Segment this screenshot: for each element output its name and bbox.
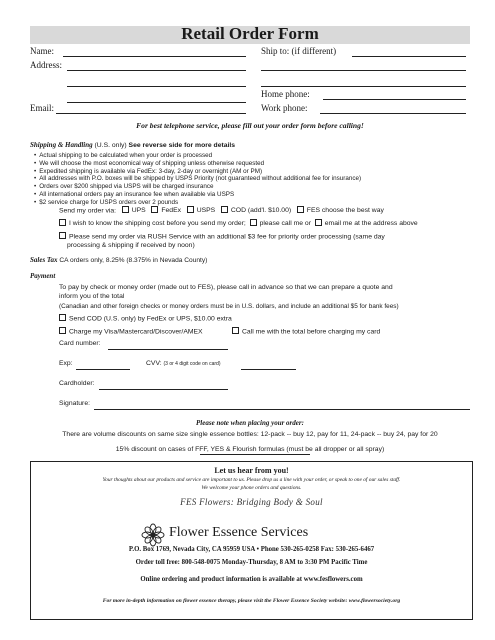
online-ordering[interactable]: Online ordering and product information is available at www.fesflowers.com [140, 576, 363, 583]
company-name: Flower Essence Services [169, 525, 309, 540]
fedex-checkbox[interactable]: FedEx [151, 207, 181, 214]
signature-field[interactable] [94, 409, 470, 410]
cvv-note: (3 or 4 digit code on card) [163, 361, 221, 367]
checkbox-icon [59, 219, 66, 226]
hear-line-2: We welcome your phone orders and questions. [201, 485, 302, 491]
card-number-label: Card number: [59, 340, 101, 347]
list-item: • All addresses with P.O. boxes will be shipped by USPS Priority (not guaranteed without additional fee for insurance) [34, 175, 361, 183]
list-item: • We will choose the most economical way of shipping unless otherwise requested [34, 160, 361, 168]
cvv-label: CVV: (3 or 4 digit code on card) [146, 360, 221, 367]
email-label: Email: [30, 103, 54, 113]
discount-underline [200, 454, 310, 455]
ups-checkbox[interactable]: UPS [122, 207, 146, 214]
address-field-3[interactable] [67, 102, 246, 103]
shipping-heading-rest: (U.S. only) [94, 142, 127, 149]
list-item: • $2 service charge for USPS orders over 2 pounds [34, 199, 361, 207]
discount-note: Please note when placing your order: [196, 419, 304, 427]
payment-line-1: To pay by check or money order (made out to FES), please call in advance so that we can prepare a quote and [59, 284, 393, 291]
name-field[interactable] [63, 56, 246, 57]
page-title: Retail Order Form [181, 24, 319, 43]
sales-tax-text: CA orders only, 8.25% (8.375% in Nevada County) [59, 257, 208, 264]
shipping-bullets [34, 152, 361, 207]
call-total-checkbox[interactable]: Call me with the total before charging my card [232, 328, 380, 335]
shipping-cost-row [59, 220, 418, 227]
checkbox-icon [59, 314, 66, 321]
cardholder-field[interactable] [99, 389, 228, 390]
home-phone-field[interactable] [323, 99, 466, 100]
tagline: FES Flowers: Bridging Body & Soul [180, 497, 323, 507]
shipping-heading [30, 141, 235, 149]
shipping-heading-italic: Shipping & Handling [30, 141, 93, 149]
ship-via-row [59, 207, 384, 214]
card-number-field[interactable] [108, 349, 228, 350]
checkbox-icon [250, 219, 257, 226]
checkbox-icon [232, 327, 239, 334]
toll-free: Order toll free: 800-548-0075 Monday-Thursday, 8 AM to 3:30 PM Pacific Time [135, 559, 368, 566]
home-phone-label: Home phone: [261, 89, 310, 99]
signature-label: Signature: [59, 400, 90, 407]
charge-card-checkbox[interactable]: Charge my Visa/Mastercard/Discover/AMEX [59, 328, 203, 335]
usps-checkbox[interactable]: USPS [187, 207, 216, 214]
rush-continued: processing & shipping if received by noon) [67, 242, 195, 249]
checkbox-icon [315, 219, 322, 226]
discount-line-1: There are volume discounts on same size single essence bottles: 12-pack -- buy 12, pay for 11, 24-pack -- buy 24, pay for 20 [62, 431, 438, 438]
ship-to-field-2[interactable] [261, 70, 466, 71]
name-label: Name: [30, 46, 54, 56]
rush-checkbox[interactable]: Please send my order via RUSH Service with an additional $3 fee for priority order processing (same day [59, 233, 385, 240]
cvv-field[interactable] [241, 369, 296, 370]
sales-tax-label: Sales Tax [30, 256, 58, 264]
cardholder-label: Cardholder: [59, 380, 95, 387]
sales-tax [30, 256, 207, 264]
work-phone-field[interactable] [320, 113, 466, 114]
address-field-1[interactable] [67, 70, 246, 71]
exp-label: Exp: [59, 360, 73, 367]
cod-payment-checkbox[interactable]: Send COD (U.S. only) by FedEx or UPS, $10.00 extra [59, 315, 232, 322]
send-via-label: Send my order via: [59, 207, 117, 215]
shipping-heading-bold: See reverse side for more details [128, 142, 236, 149]
fes-choose-checkbox[interactable]: FES choose the best way [297, 207, 384, 214]
checkbox-icon [187, 206, 194, 213]
address-field-2[interactable] [67, 86, 246, 87]
cod-checkbox[interactable]: COD (add'l. $10.00) [221, 207, 291, 214]
exp-field[interactable] [76, 369, 130, 370]
list-item: • Expedited shipping is available via FedEx: 3-day, 2-day or overnight (AM or PM) [34, 168, 361, 176]
best-service-note: For best telephone service, please fill out your order form before calling! [136, 121, 364, 130]
checkbox-icon [122, 206, 129, 213]
work-phone-label: Work phone: [261, 103, 308, 113]
checkbox-icon [59, 327, 66, 334]
discount-line-2: 15% discount on cases of FFF, YES & Flourish formulas (must be all dropper or all spray) [115, 446, 385, 453]
payment-line-2: inform you of the total [59, 293, 125, 300]
wish-to-know-checkbox[interactable]: I wish to know the shipping cost before you send my order; [59, 220, 246, 227]
checkbox-icon [151, 206, 158, 213]
flower-logo-icon [141, 523, 165, 547]
checkbox-icon [221, 206, 228, 213]
ship-to-field-3[interactable] [261, 86, 466, 87]
payment-heading: Payment [30, 272, 56, 280]
call-me-checkbox[interactable]: please call me or [250, 220, 311, 227]
list-item: • Orders over $200 shipped via USPS will be charged insurance [34, 183, 361, 191]
email-field[interactable] [56, 113, 246, 114]
more-info[interactable]: For more in-depth information on flower essence therapy, please visit the Flower Essence Society website: www.flowersociety.org [102, 598, 401, 604]
payment-line-3: (Canadian and other foreign checks or money orders must be in U.S. dollars, and include an additional $5 for bank fees) [59, 303, 399, 310]
company-address: P.O. Box 1769, Nevada City, CA 95959 USA • Phone 530-265-0258 Fax: 530-265-6467 [128, 546, 375, 553]
address-label: Address: [30, 60, 62, 70]
list-item: • All international orders pay an insurance fee when available via USPS [34, 191, 361, 199]
ship-to-field-1[interactable] [352, 56, 466, 57]
hear-heading: Let us hear from you! [214, 466, 289, 475]
checkbox-icon [297, 206, 304, 213]
hear-line-1: Your thoughts about our products and service are important to us. Please drop us a line with your order, or speak to one of our sales staff. [102, 477, 401, 483]
checkbox-icon [59, 232, 66, 239]
email-me-checkbox[interactable]: email me at the address above [315, 220, 418, 227]
list-item: • Actual shipping to be calculated when your order is processed [34, 152, 361, 160]
ship-to-label: Ship to: (if different) [261, 46, 337, 56]
